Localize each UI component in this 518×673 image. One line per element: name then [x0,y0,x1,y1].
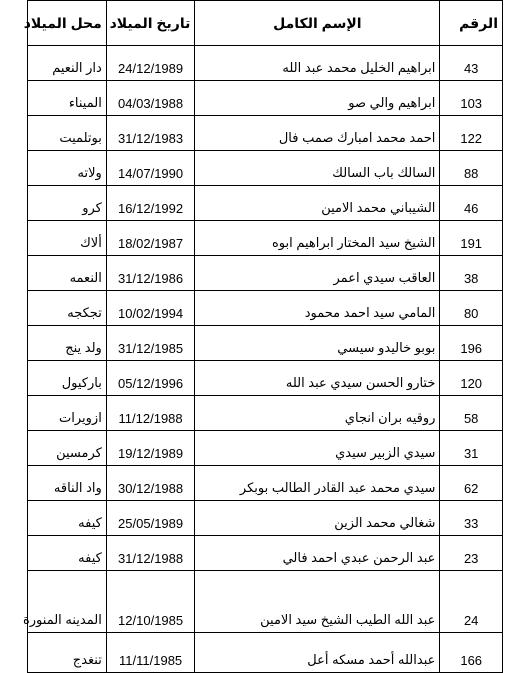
cell-birth-place: الميناء [28,81,107,116]
cell-birth-place: بوتلميت [28,116,107,151]
cell-birth-date: 04/03/1988 [106,81,195,116]
cell-birth-place: كيفه [28,536,107,571]
cell-birth-date: 30/12/1988 [106,466,195,501]
cell-full-name: عبدالله أحمد مسكه أعل [195,633,440,673]
cell-number: 62 [440,466,503,501]
table-row [28,256,503,291]
header-row [28,1,503,46]
cell-full-name: روقيه بران انجاي [195,396,440,431]
table-row [28,151,503,186]
cell-full-name: سيدي الزبير سيدي [195,431,440,466]
cell-number: 31 [440,431,503,466]
cell-birth-place: تنغدج [28,633,107,673]
header-full-name: الإسم الكامل [195,1,440,46]
cell-birth-date: 11/11/1985 [106,633,195,673]
cell-number: 103 [440,81,503,116]
cell-number: 196 [440,326,503,361]
table-row [28,571,503,633]
cell-full-name: السالك باب السالك [195,151,440,186]
cell-full-name: الشيخ سيد المختار ابراهيم ابوه [195,221,440,256]
cell-birth-place: كرمسين [28,431,107,466]
cell-birth-date: 16/12/1992 [106,186,195,221]
cell-birth-date: 31/12/1986 [106,256,195,291]
cell-full-name: بوبو خاليدو سيسي [195,326,440,361]
cell-number: 33 [440,501,503,536]
cell-birth-place: ولاته [28,151,107,186]
header-birth-place: محل الميلاد [28,1,107,46]
cell-birth-place: كرو [28,186,107,221]
cell-number: 23 [440,536,503,571]
cell-birth-date: 31/12/1988 [106,536,195,571]
registry-table [22,0,503,673]
cell-birth-place: المدينه المنورة [28,571,107,633]
cell-full-name: ابراهيم والي صو [195,81,440,116]
table-row [28,116,503,151]
cell-number: 24 [440,571,503,633]
table-row [28,326,503,361]
header-birth-date: تاريخ الميلاد [106,1,195,46]
cell-number: 38 [440,256,503,291]
cell-birth-place: باركيول [28,361,107,396]
cell-birth-place: ألاك [28,221,107,256]
table-row [28,361,503,396]
cell-number: 191 [440,221,503,256]
cell-number: 43 [440,46,503,81]
registry-sheet [22,0,503,668]
table-row [28,501,503,536]
cell-full-name: سيدي محمد عبد القادر الطالب بوبكر [195,466,440,501]
cell-full-name: ابراهيم الخليل محمد عبد الله [195,46,440,81]
cell-number: 120 [440,361,503,396]
cell-number: 58 [440,396,503,431]
cell-birth-date: 18/02/1987 [106,221,195,256]
cell-full-name: العاقب سيدي اعمر [195,256,440,291]
cell-birth-date: 12/10/1985 [106,571,195,633]
table-row [28,396,503,431]
header-number: الرقم [440,1,503,46]
cell-birth-place: تجكجه [28,291,107,326]
cell-birth-date: 05/12/1996 [106,361,195,396]
cell-birth-date: 11/12/1988 [106,396,195,431]
cell-birth-date: 24/12/1989 [106,46,195,81]
cell-birth-place: دار النعيم [28,46,107,81]
registry-body [22,46,503,673]
table-row [28,633,503,673]
cell-birth-place: كيفه [28,501,107,536]
cell-full-name: الشيباني محمد الامين [195,186,440,221]
cell-full-name: المامي سيد احمد محمود [195,291,440,326]
cell-birth-place: النعمه [28,256,107,291]
cell-birth-date: 31/12/1985 [106,326,195,361]
cell-full-name: احمد محمد امبارك صمب فال [195,116,440,151]
cell-full-name: عبد الرحمن عبدي احمد فالي [195,536,440,571]
cell-number: 88 [440,151,503,186]
table-row [28,81,503,116]
cell-birth-place: ازويرات [28,396,107,431]
cell-full-name: عبد الله الطيب الشيخ سيد الامين [195,571,440,633]
table-row [28,536,503,571]
cell-birth-date: 31/12/1983 [106,116,195,151]
table-row [28,221,503,256]
cell-number: 80 [440,291,503,326]
cell-number: 166 [440,633,503,673]
cell-full-name: ختارو الحسن سيدي عبد الله [195,361,440,396]
cell-birth-date: 19/12/1989 [106,431,195,466]
table-row [28,186,503,221]
cell-full-name: شغالي محمد الزين [195,501,440,536]
cell-birth-date: 14/07/1990 [106,151,195,186]
table-row [28,466,503,501]
cell-birth-date: 25/05/1989 [106,501,195,536]
cell-birth-date: 10/02/1994 [106,291,195,326]
table-row [28,431,503,466]
cell-number: 46 [440,186,503,221]
table-row [28,291,503,326]
cell-number: 122 [440,116,503,151]
table-row [28,46,503,81]
cell-birth-place: ولد ينج [28,326,107,361]
cell-birth-place: واد الناقه [28,466,107,501]
